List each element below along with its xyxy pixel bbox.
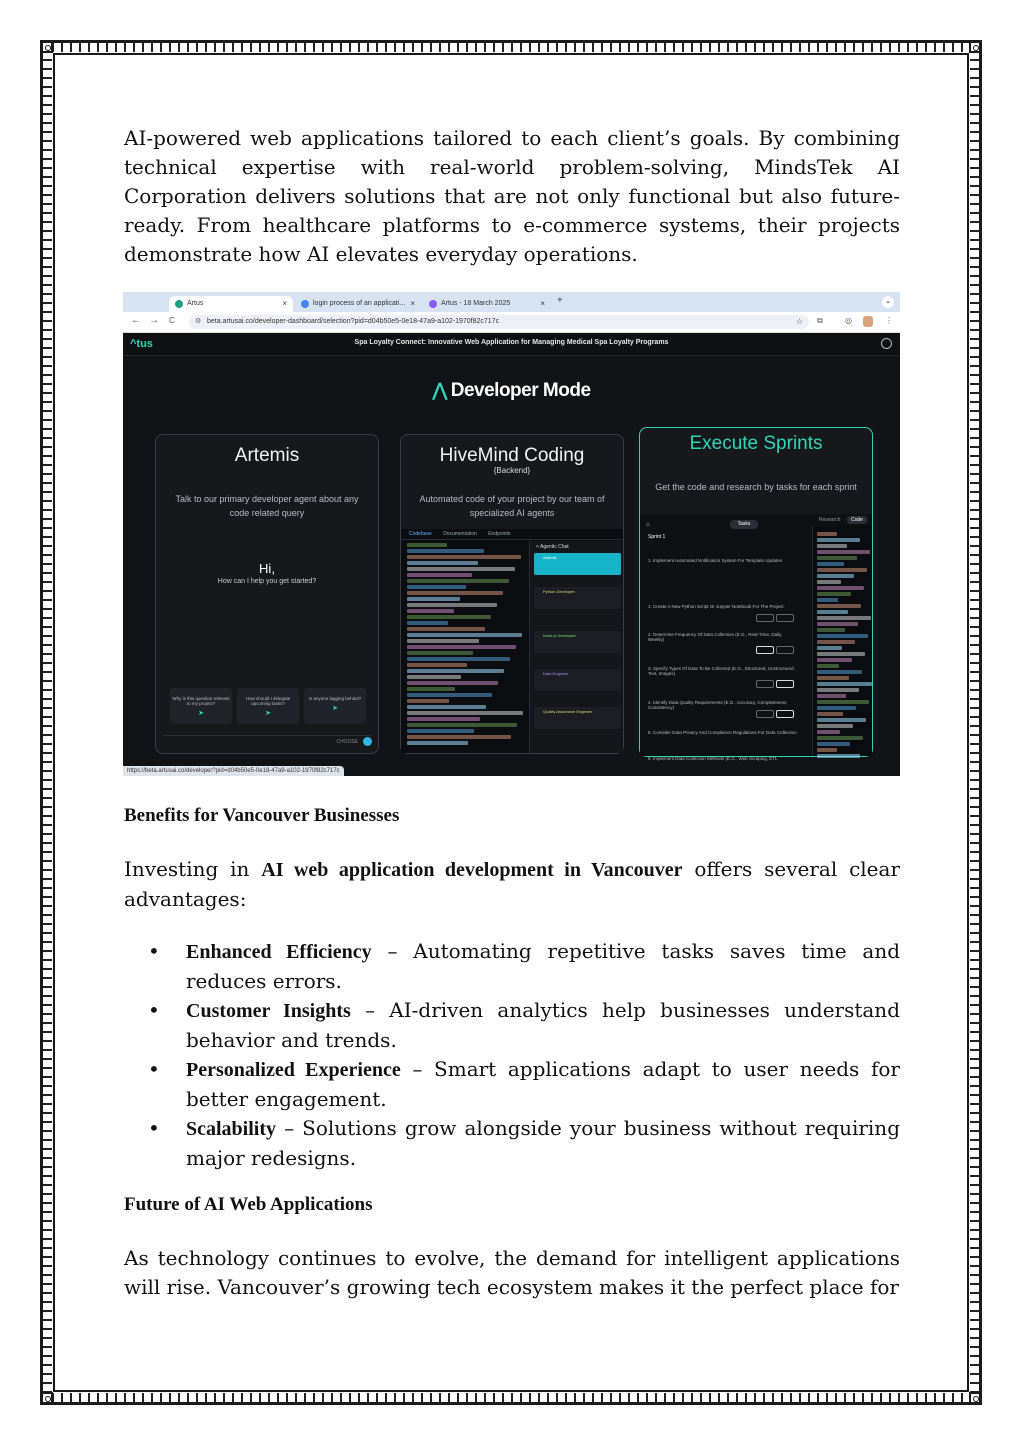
gear-favicon-icon xyxy=(429,300,437,308)
task-action-button[interactable] xyxy=(756,680,774,688)
agent-message[interactable] xyxy=(534,707,621,729)
future-paragraph: As technology continues to evolve, the demand for intelligent applications will rise. Vancouver’s growing tech ecosystem makes it the perfect place for xyxy=(124,1246,900,1299)
browser-tab[interactable] xyxy=(169,296,293,312)
developer-mode-heading xyxy=(123,380,900,402)
tab-endpoints[interactable]: Endpoints xyxy=(488,531,511,537)
code-line xyxy=(407,675,461,679)
code-line xyxy=(407,723,517,727)
code-line xyxy=(407,687,455,691)
suggestion-text: Is anyone lagging behind? xyxy=(308,696,362,701)
profile-sync-icon[interactable]: ◎ xyxy=(845,316,852,325)
app-header xyxy=(123,333,900,356)
sprint-code-panel xyxy=(812,517,872,756)
tab-search-chevron-icon[interactable]: ⌄ xyxy=(882,296,894,308)
code-line xyxy=(407,639,479,643)
benefit-text: – Automating repetitive tasks saves time and reduces errors. xyxy=(186,939,900,993)
agent-name: Python Developer xyxy=(543,589,575,594)
benefit-title: Customer Insights xyxy=(186,1000,351,1022)
code-line xyxy=(817,712,843,716)
card-description: Get the code and research by tasks for each sprint xyxy=(655,482,857,492)
code-line xyxy=(817,574,854,578)
code-line xyxy=(407,729,474,733)
code-line xyxy=(407,693,492,697)
benefit-title: Scalability xyxy=(186,1118,277,1140)
code-line xyxy=(817,682,872,686)
hivemind-card[interactable] xyxy=(400,434,624,754)
code-line xyxy=(407,543,447,547)
code-line xyxy=(817,664,839,668)
list-item xyxy=(186,996,900,1055)
code-line xyxy=(817,622,858,626)
code-line xyxy=(817,724,853,728)
agent-name: Artemis xyxy=(543,555,557,560)
benefit-text: – Smart applications adapt to user needs for better engagement. xyxy=(186,1057,900,1111)
code-line xyxy=(817,586,864,590)
benefit-title: Personalized Experience xyxy=(186,1059,401,1081)
agent-message[interactable] xyxy=(534,631,621,653)
tab-codebase[interactable]: Codebase xyxy=(409,531,432,537)
tab-label: Artus xyxy=(187,300,204,307)
code-line xyxy=(817,580,841,584)
code-line xyxy=(817,532,837,536)
site-info-icon[interactable]: ⚙ xyxy=(195,318,202,325)
suggestion-text: How should I delegate upcoming tasks? xyxy=(245,696,291,706)
code-line xyxy=(407,615,491,619)
code-line xyxy=(407,585,466,589)
close-tab-icon[interactable]: × xyxy=(410,299,415,308)
code-line xyxy=(407,561,478,565)
artus-logo[interactable]: ^tus xyxy=(130,338,153,350)
code-line xyxy=(817,568,867,572)
code-line xyxy=(817,688,859,692)
code-line xyxy=(407,735,511,739)
code-line xyxy=(407,657,510,661)
browser-tab[interactable] xyxy=(295,296,421,312)
artemis-card[interactable] xyxy=(155,434,379,754)
code-line xyxy=(407,651,473,655)
code-line xyxy=(407,633,522,637)
task-item[interactable]: 1. Create A New Python Script Or Jupyter Notebook For The Project. xyxy=(648,604,785,609)
google-favicon-icon xyxy=(301,300,309,308)
tab-research[interactable]: Research xyxy=(819,517,841,523)
chat-input[interactable]: CHOOSE xyxy=(162,735,372,748)
code-line xyxy=(407,597,460,601)
border-corner-ornament xyxy=(969,1392,981,1404)
border-corner-ornament xyxy=(41,41,53,53)
code-line xyxy=(817,592,851,596)
browser-tab-bar xyxy=(123,292,900,312)
send-arrow-icon: ➤ xyxy=(198,710,204,717)
code-line xyxy=(817,652,865,656)
code-line xyxy=(407,621,448,625)
artus-favicon-icon xyxy=(175,300,183,308)
code-line xyxy=(817,670,862,674)
code-line xyxy=(407,669,504,673)
code-line xyxy=(407,699,449,703)
code-line xyxy=(817,628,845,632)
tab-label: Artus - 18 March 2025 xyxy=(441,300,511,307)
tab-documentation[interactable]: Documentation xyxy=(443,531,477,537)
code-line xyxy=(817,676,849,680)
code-line xyxy=(817,730,840,734)
suggestion-chip[interactable] xyxy=(304,688,366,724)
intro-text: offers several clear advantages: xyxy=(124,857,901,911)
card-title: Execute Sprints xyxy=(689,433,823,454)
code-line xyxy=(817,634,868,638)
code-line xyxy=(817,544,847,548)
task-action-button[interactable] xyxy=(756,710,774,718)
bookmark-star-icon[interactable]: ☆ xyxy=(795,317,803,326)
send-button[interactable] xyxy=(363,737,372,746)
code-line xyxy=(407,663,467,667)
agent-name: Node.js Developer xyxy=(543,633,576,638)
task-action-button[interactable] xyxy=(776,646,794,654)
list-item xyxy=(186,937,900,996)
task-action-button[interactable] xyxy=(776,680,794,688)
future-heading: Future of AI Web Applications xyxy=(124,1194,373,1215)
code-line xyxy=(817,646,842,650)
border-corner-ornament xyxy=(41,1392,53,1404)
suggestion-chip[interactable] xyxy=(170,688,232,724)
artus-chevron-icon: ⋀ xyxy=(432,380,447,400)
card-subtitle: {Backend} xyxy=(493,466,531,475)
tab-code[interactable]: Code xyxy=(847,516,867,524)
code-line xyxy=(817,610,848,614)
code-line xyxy=(407,591,503,595)
code-line xyxy=(817,748,837,752)
code-line xyxy=(407,645,516,649)
task-item[interactable]: 3. Specify Types Of Data To Be Collected (E.G., Structured, Unstructured, Text, Images) xyxy=(648,666,795,676)
task-item[interactable]: 1. Implement Automated Notification System For Template Updates xyxy=(648,558,782,563)
chat-panel-title: < Agentic Chat xyxy=(536,544,569,550)
task-item[interactable]: 2. Determine Frequency Of Data Collection (E.G., Real-Time, Daily, Weekly) xyxy=(648,632,783,642)
code-line xyxy=(407,603,497,607)
suggestion-text: Why is this question relevant to my project? xyxy=(172,696,230,706)
sprint-selector[interactable]: Sprint 1 xyxy=(648,534,666,540)
agent-name: Data Engineer xyxy=(543,671,569,676)
task-item[interactable]: 5. Consider Data Privacy And Compliance Regulations For Data Collection xyxy=(648,730,797,735)
intro-paragraph: AI-powered web applications tailored to each client’s goals. By combining technical expertise with real-world problem-solving, MindsTek AI Corporation delivers solutions that are not only functional but also future-ready. From healthcare platforms to e-commerce systems, their projects demonstrate how AI elevates everyday operations. xyxy=(124,126,900,266)
code-line xyxy=(407,609,454,613)
account-icon[interactable] xyxy=(881,338,892,349)
code-line xyxy=(407,549,484,553)
benefits-heading: Benefits for Vancouver Businesses xyxy=(124,805,400,826)
execute-sprints-card[interactable] xyxy=(639,427,873,761)
url-text: beta.artusai.co/developer-dashboard/selection?pid=d04b50e5-0e18-47a9-a102-1970f82c717c xyxy=(207,318,500,325)
extensions-icon[interactable]: ⧉ xyxy=(817,316,823,325)
card-title: Artemis xyxy=(234,445,300,466)
browser-tab[interactable] xyxy=(423,296,551,312)
chat-greeting-subtitle: How can I help you get started? xyxy=(217,578,317,585)
code-line xyxy=(817,754,860,758)
code-line xyxy=(407,705,486,709)
benefit-text: – AI-driven analytics help businesses understand behavior and trends. xyxy=(186,998,900,1052)
code-tabs xyxy=(401,529,623,540)
code-line xyxy=(817,604,861,608)
agent-message[interactable] xyxy=(534,669,621,691)
benefits-intro xyxy=(124,855,900,914)
code-line xyxy=(817,742,850,746)
code-line xyxy=(407,711,523,715)
list-item xyxy=(186,1114,900,1173)
agent-message[interactable] xyxy=(534,553,621,575)
code-line xyxy=(817,556,857,560)
task-action-button[interactable] xyxy=(776,710,794,718)
agentic-chat-panel xyxy=(529,541,623,753)
send-arrow-icon: ➤ xyxy=(265,710,271,717)
code-line xyxy=(817,616,871,620)
forward-arrow-icon[interactable]: → xyxy=(149,315,159,326)
code-line xyxy=(817,538,860,542)
send-arrow-icon: ➤ xyxy=(332,705,338,712)
code-line xyxy=(817,550,870,554)
benefit-title: Enhanced Efficiency xyxy=(186,941,372,963)
code-line xyxy=(817,562,844,566)
code-line xyxy=(407,627,485,631)
task-item[interactable]: 4. Identify Data Quality Requirements (E.G., Accuracy, Completeness, Consistency) xyxy=(648,700,788,710)
code-line xyxy=(817,700,869,704)
more-menu-icon[interactable]: ⋮ xyxy=(885,316,893,325)
card-description: Talk to our primary developer agent about any code related query xyxy=(175,494,359,518)
embedded-screenshot xyxy=(123,292,900,776)
code-line xyxy=(817,736,863,740)
status-bar-url: https://beta.artusai.co/developer?pid=d04b50e5-0e18-47a9-a102-1970f82c717c xyxy=(123,766,344,776)
list-item xyxy=(186,1055,900,1114)
user-avatar[interactable] xyxy=(863,316,873,327)
code-line xyxy=(407,573,472,577)
benefits-list xyxy=(124,937,900,1173)
card-description: Automated code of your project by our team of specialized AI agents xyxy=(419,494,605,518)
code-line xyxy=(407,741,468,745)
code-line xyxy=(407,555,521,559)
intro-emphasis: AI web application development in Vancouver xyxy=(261,859,683,881)
benefit-text: – Solutions grow alongside your business without requiring major redesigns. xyxy=(186,1116,900,1170)
code-line xyxy=(817,640,855,644)
reload-icon[interactable]: C xyxy=(169,316,175,325)
task-action-button[interactable] xyxy=(756,614,774,622)
project-title: Spa Loyalty Connect: Innovative Web Application for Managing Medical Spa Loyalty Programs xyxy=(354,339,669,346)
home-icon[interactable]: ⌂ xyxy=(646,522,650,528)
code-line xyxy=(407,681,498,685)
code-line xyxy=(817,658,852,662)
task-action-button[interactable] xyxy=(776,614,794,622)
close-tab-icon[interactable]: × xyxy=(540,299,545,308)
tasks-toggle-button[interactable]: Tasks xyxy=(730,520,758,529)
close-tab-icon[interactable]: × xyxy=(282,299,287,308)
agent-name: Quality Assurance Engineer xyxy=(543,709,593,714)
url-input[interactable] xyxy=(189,315,809,329)
code-line xyxy=(817,706,856,710)
new-tab-button[interactable]: + xyxy=(557,295,563,306)
task-action-button[interactable] xyxy=(756,646,774,654)
document-body xyxy=(124,124,900,269)
sprint-task-list xyxy=(644,534,806,761)
sprint-panel xyxy=(640,514,872,761)
intro-text: Investing in xyxy=(124,857,262,881)
chat-greeting: Hi, xyxy=(259,561,275,576)
address-bar-row xyxy=(123,312,900,333)
code-line xyxy=(817,718,866,722)
heading-text: Developer Mode xyxy=(450,380,591,401)
code-line xyxy=(817,598,838,602)
border-corner-ornament xyxy=(969,41,981,53)
code-line xyxy=(817,694,846,698)
suggestion-chip[interactable] xyxy=(237,688,299,724)
code-line xyxy=(407,579,509,583)
task-item[interactable]: 6. Implement Data Collection Methods (E.G., Web Scraping, ETL xyxy=(648,756,778,761)
code-line xyxy=(407,567,515,571)
tab-label: login process of an applicati... xyxy=(313,300,406,307)
card-title: HiveMind Coding xyxy=(439,445,585,466)
back-arrow-icon[interactable]: ← xyxy=(131,315,141,326)
agent-message[interactable] xyxy=(534,587,621,609)
code-line xyxy=(407,717,480,721)
code-preview xyxy=(401,529,623,753)
